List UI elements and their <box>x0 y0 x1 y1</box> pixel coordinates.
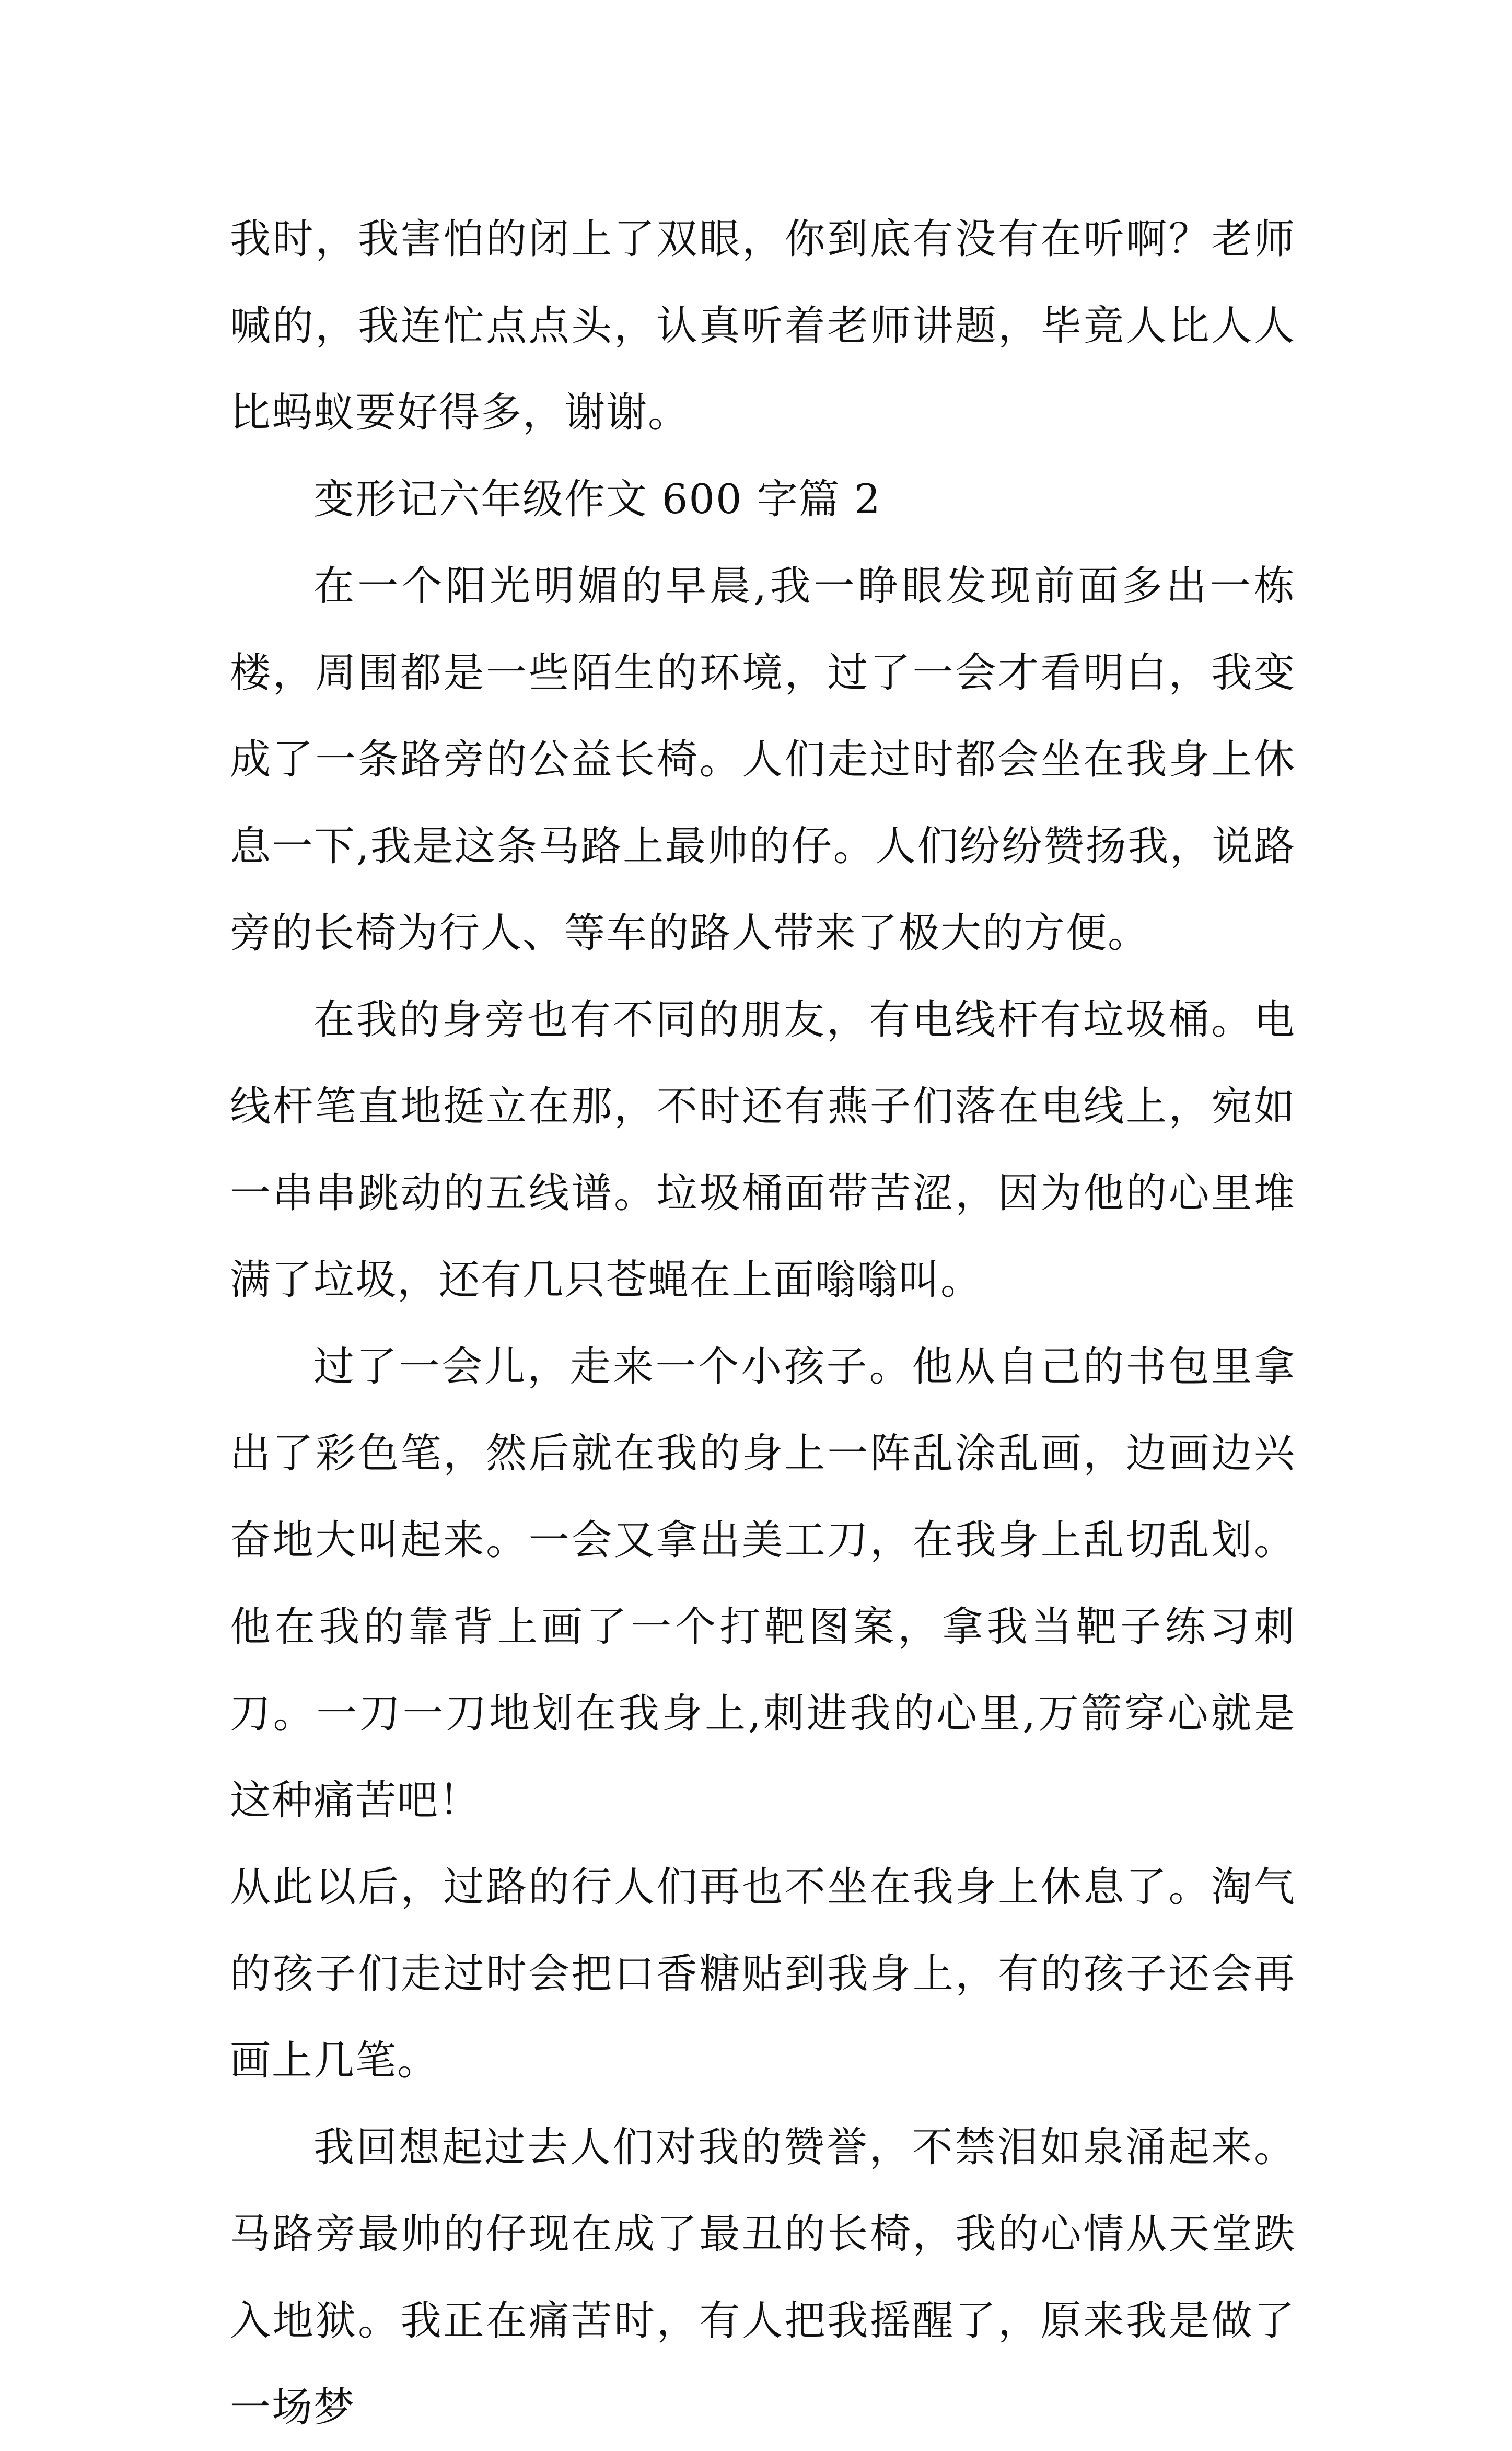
paragraph: 在一个阳光明媚的早晨,我一睁眼发现前面多出一栋楼，周围都是一些陌生的环境，过了一会才看明白，我变成了一条路旁的公益长椅。人们走过时都会坐在我身上休息一下,我是这条马路上最帅的仔。人们纷纷赞扬我，说路旁的长椅为行人、等车的路人带来了极大的方便。 <box>230 563 1296 957</box>
section-heading: 变形记六年级作文 600 字篇 2 <box>313 476 881 523</box>
paragraph: 我回想起过去人们对我的赞誉，不禁泪如泉涌起来。马路旁最帅的仔现在成了最丑的长椅，我的心情从天堂跌入地狱。我正在痛苦时，有人把我摇醒了，原来我是做了一场梦 <box>230 2124 1296 2431</box>
paragraph: 过了一会儿，走来一个小孩子。他从自己的书包里拿出了彩色笔，然后就在我的身上一阵乱涂乱画，边画边兴奋地大叫起来。一会又拿出美工刀，在我身上乱切乱划。他在我的靠背上画了一个打靶图案，拿我当靶子练习刺刀。一刀一刀地划在我身上,刺进我的心里,万箭穿心就是这种痛苦吧！ <box>230 1343 1296 1824</box>
paragraph: 我时，我害怕的闭上了双眼，你到底有没有在听啊？老师喊的，我连忙点点头，认真听着老师讲题，毕竟人比人人比蚂蚁要好得多，谢谢。 <box>230 216 1296 436</box>
document-body <box>230 196 1296 2451</box>
paragraph: 在我的身旁也有不同的朋友，有电线杆有垃圾桶。电线杆笔直地挺立在那，不时还有燕子们落在电线上，宛如一串串跳动的五线谱。垃圾桶面带苦涩，因为他的心里堆满了垃圾，还有几只苍蝇在上面嗡嗡叫。 <box>230 996 1296 1304</box>
paragraph: 从此以后，过路的行人们再也不坐在我身上休息了。淘气的孩子们走过时会把口香糖贴到我身上，有的孩子还会再画上几笔。 <box>230 1864 1296 2084</box>
